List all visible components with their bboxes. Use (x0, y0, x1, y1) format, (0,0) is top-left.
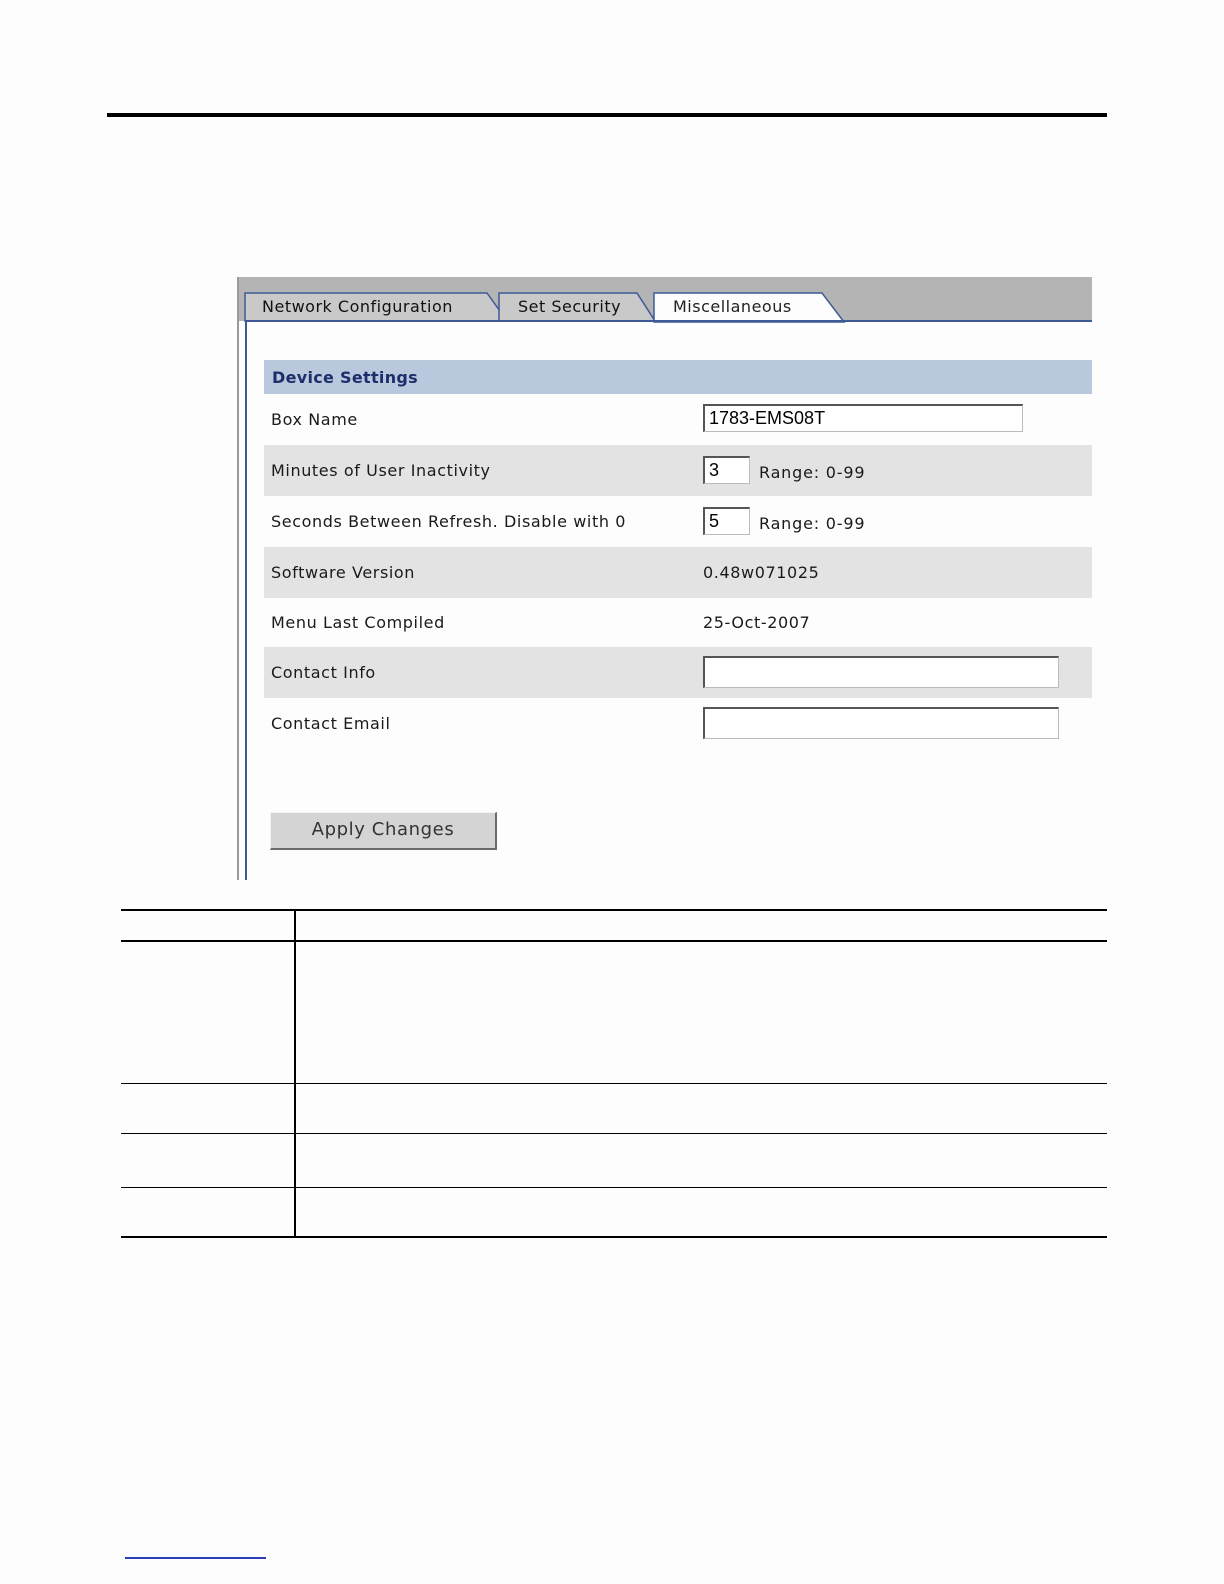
frame-border (237, 277, 239, 880)
row-inactivity (264, 445, 1092, 496)
inactivity-label: Minutes of User Inactivity (271, 461, 491, 480)
content-border (245, 320, 247, 880)
refresh-range: Range: 0-99 (759, 514, 866, 533)
row-menu-compiled (264, 597, 1092, 648)
table-header-rule (121, 940, 1107, 942)
section-title: Device Settings (272, 368, 418, 387)
row-refresh (264, 496, 1092, 547)
row-software-version (264, 547, 1092, 598)
tab-underline (245, 320, 1092, 322)
row-contact-email (264, 698, 1092, 749)
table-column-divider (294, 911, 296, 1237)
apply-changes-button[interactable]: Apply Changes (270, 812, 497, 850)
inactivity-range: Range: 0-99 (759, 463, 866, 482)
tab-miscellaneous[interactable]: Miscellaneous (673, 297, 792, 316)
refresh-label: Seconds Between Refresh. Disable with 0 (271, 512, 627, 531)
device-settings-screenshot (237, 277, 1092, 880)
inactivity-input[interactable]: 3 (703, 456, 750, 484)
table-row-rule (121, 1133, 1107, 1134)
contact-info-label: Contact Info (271, 663, 376, 682)
tab-set-security[interactable]: Set Security (518, 297, 622, 316)
section-header (264, 360, 1092, 394)
software-version-label: Software Version (271, 563, 416, 582)
page-header-rule (107, 113, 1107, 117)
table-row-rule (121, 1083, 1107, 1084)
menu-compiled-value: 25-Oct-2007 (703, 613, 811, 632)
refresh-input[interactable]: 5 (703, 507, 750, 535)
row-box-name (264, 394, 1092, 445)
box-name-input[interactable]: 1783-EMS08T (703, 404, 1023, 432)
table-top-rule (121, 909, 1107, 911)
row-contact-info (264, 647, 1092, 698)
software-version-value: 0.48w071025 (703, 563, 820, 582)
contact-email-label: Contact Email (271, 714, 391, 733)
contact-email-input[interactable] (703, 707, 1059, 739)
tab-network-configuration[interactable]: Network Configuration (262, 297, 453, 316)
box-name-label: Box Name (271, 410, 358, 429)
footer-link-underline[interactable] (125, 1557, 266, 1559)
contact-info-input[interactable] (703, 656, 1059, 688)
table-row-rule (121, 1187, 1107, 1188)
table-bottom-rule (121, 1236, 1107, 1238)
menu-compiled-label: Menu Last Compiled (271, 613, 445, 632)
